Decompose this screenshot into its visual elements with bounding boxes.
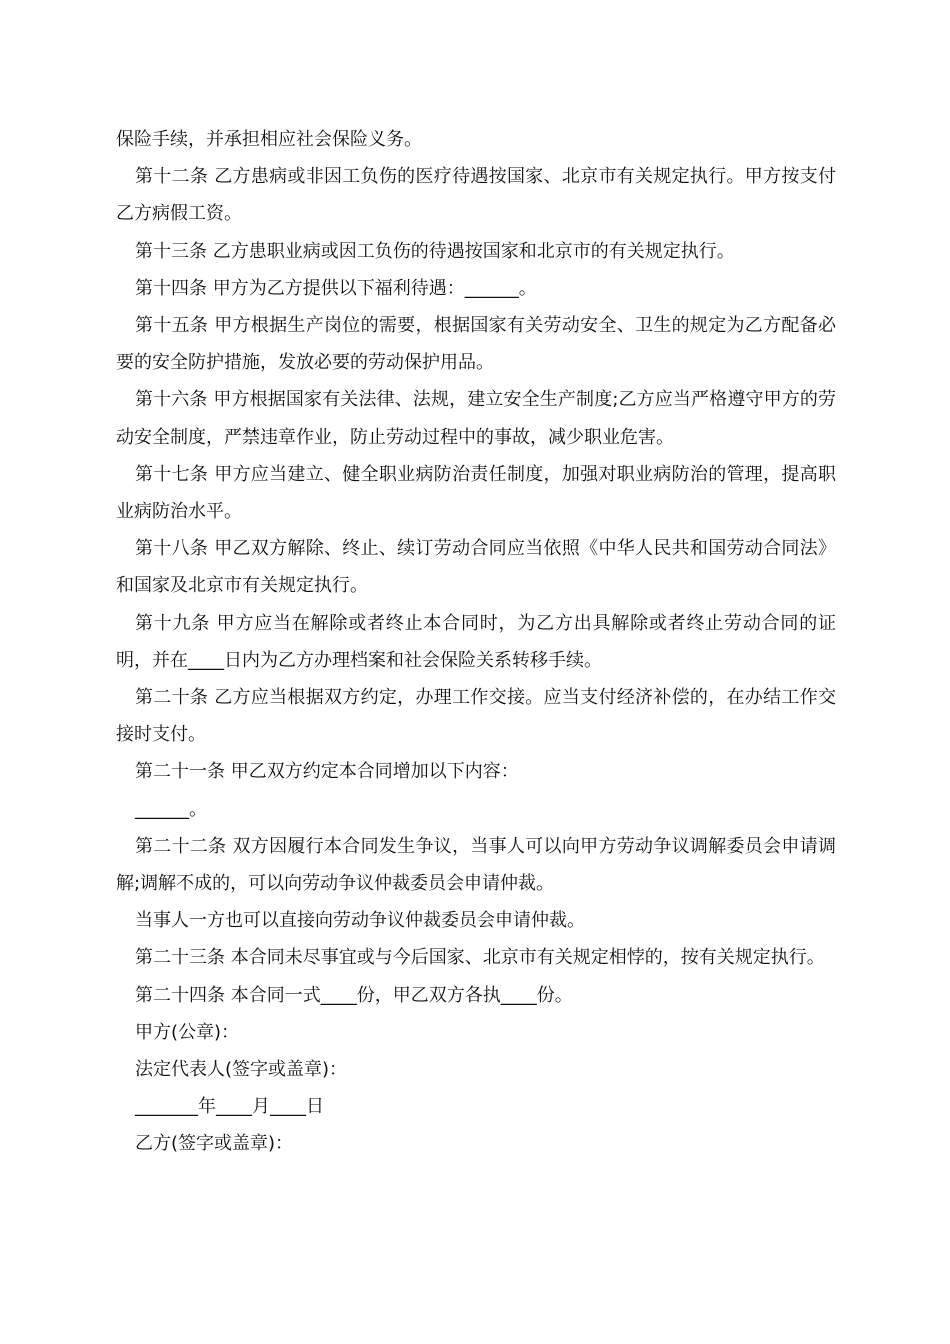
paragraph-article-12: 第十二条 乙方患病或非因工负伤的医疗待遇按国家、北京市有关规定执行。甲方按支付乙方病假工资。	[116, 166, 836, 225]
paragraph-article-17: 第十七条 甲方应当建立、健全职业病防治责任制度，加强对职业病防治的管理，提高职业病防治水平。	[116, 463, 836, 523]
contract-body	[116, 121, 836, 1163]
signature-party-a-seal: 甲方(公章)：	[135, 1021, 240, 1043]
paragraph-article-13: 第十三条 乙方患职业病或因工负伤的待遇按国家和北京市的有关规定执行。	[135, 240, 735, 262]
paragraph-article-21: 第二十一条 甲乙双方约定本合同增加以下内容：	[135, 761, 519, 783]
paragraph-article-18: 第十八条 甲乙双方解除、终止、续订劳动合同应当依照《中华人民共和国劳动合同法》和国家及北京市有关规定执行。	[116, 538, 836, 597]
paragraph-insurance-continuation: 保险手续，并承担相应社会保险义务。	[116, 129, 422, 150]
paragraph-article-22-arbitration: 当事人一方也可以直接向劳动争议仲裁委员会申请仲裁。	[135, 910, 585, 932]
signature-date: _______年____月____日	[135, 1096, 324, 1118]
paragraph-article-24: 第二十四条 本合同一式____份，甲乙双方各执____份。	[135, 984, 573, 1006]
signature-party-b: 乙方(签字或盖章)：	[135, 1133, 294, 1155]
paragraph-article-14: 第十四条 甲方为乙方提供以下福利待遇：______。	[135, 277, 537, 299]
paragraph-article-23: 第二十三条 本合同未尽事宜或与今后国家、北京市有关规定相悖的，按有关规定执行。	[135, 947, 825, 969]
paragraph-article-16: 第十六条 甲方根据国家有关法律、法规，建立安全生产制度;乙方应当严格遵守甲方的劳动安全制度，严禁违章作业，防止劳动过程中的事故，减少职业危害。	[116, 389, 836, 448]
paragraph-article-21-blank: ______。	[135, 798, 207, 820]
paragraph-article-20: 第二十条 乙方应当根据双方约定，办理工作交接。应当支付经济补偿的，在办结工作交接时支付。	[116, 687, 836, 746]
paragraph-article-15: 第十五条 甲方根据生产岗位的需要，根据国家有关劳动安全、卫生的规定为乙方配备必要的安全防护措施，发放必要的劳动保护用品。	[116, 315, 836, 374]
paragraph-article-22: 第二十二条 双方因履行本合同发生争议，当事人可以向甲方劳动争议调解委员会申请调解;调解不成的，可以向劳动争议仲裁委员会申请仲裁。	[116, 835, 836, 895]
paragraph-article-19: 第十九条 甲方应当在解除或者终止本合同时，为乙方出具解除或者终止劳动合同的证明，并在____日内为乙方办理档案和社会保险关系转移手续。	[116, 612, 836, 671]
signature-legal-representative: 法定代表人(签字或盖章)：	[135, 1059, 348, 1081]
